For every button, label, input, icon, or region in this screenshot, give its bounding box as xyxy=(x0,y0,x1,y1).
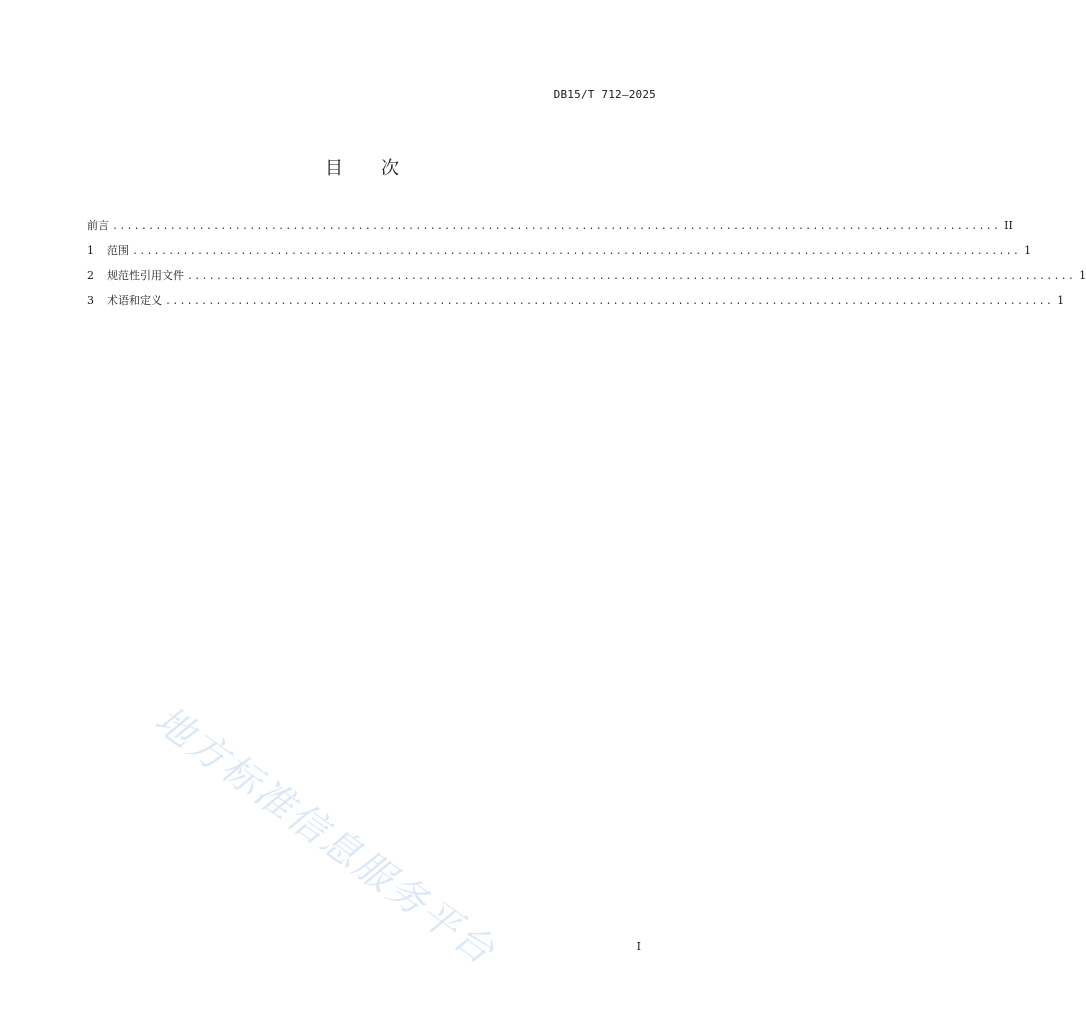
toc-entry-normative-references[interactable] xyxy=(87,269,1086,294)
toc-entry-page: 1 xyxy=(1024,244,1032,257)
toc-entry-label: 规范性引用文件 xyxy=(107,269,184,282)
toc-entry-number: 3 xyxy=(87,294,94,307)
toc-entry-page: II xyxy=(1004,219,1013,232)
toc-entry-page: 1 xyxy=(1079,269,1086,282)
toc-entry-foreword[interactable] xyxy=(87,219,1013,244)
toc-entry-page: 1 xyxy=(1057,294,1065,307)
toc-entry-terms-definitions[interactable] xyxy=(87,294,1065,319)
toc-dot-leader: ........................................................................................................................... xyxy=(112,221,1001,232)
toc-dot-leader: ........................................................................................................................... xyxy=(132,246,1021,257)
toc-entry-number: 1 xyxy=(87,244,94,257)
table-of-contents xyxy=(87,219,1086,319)
toc-title: 目次 xyxy=(325,158,437,179)
document-code: DB15/T 712—2025 xyxy=(553,88,656,101)
page-number: I xyxy=(636,940,641,953)
toc-entry-number: 2 xyxy=(87,269,94,282)
toc-entry-scope[interactable] xyxy=(87,244,1032,269)
toc-entry-label: 前言 xyxy=(87,219,109,232)
toc-entry-label: 术语和定义 xyxy=(107,294,162,307)
toc-entry-label: 范围 xyxy=(107,244,129,257)
toc-dot-leader: ........................................................................................................................... xyxy=(187,271,1076,282)
toc-dot-leader: ........................................................................................................................... xyxy=(165,296,1054,307)
watermark: 地方标准信息服务平台 xyxy=(146,697,505,974)
